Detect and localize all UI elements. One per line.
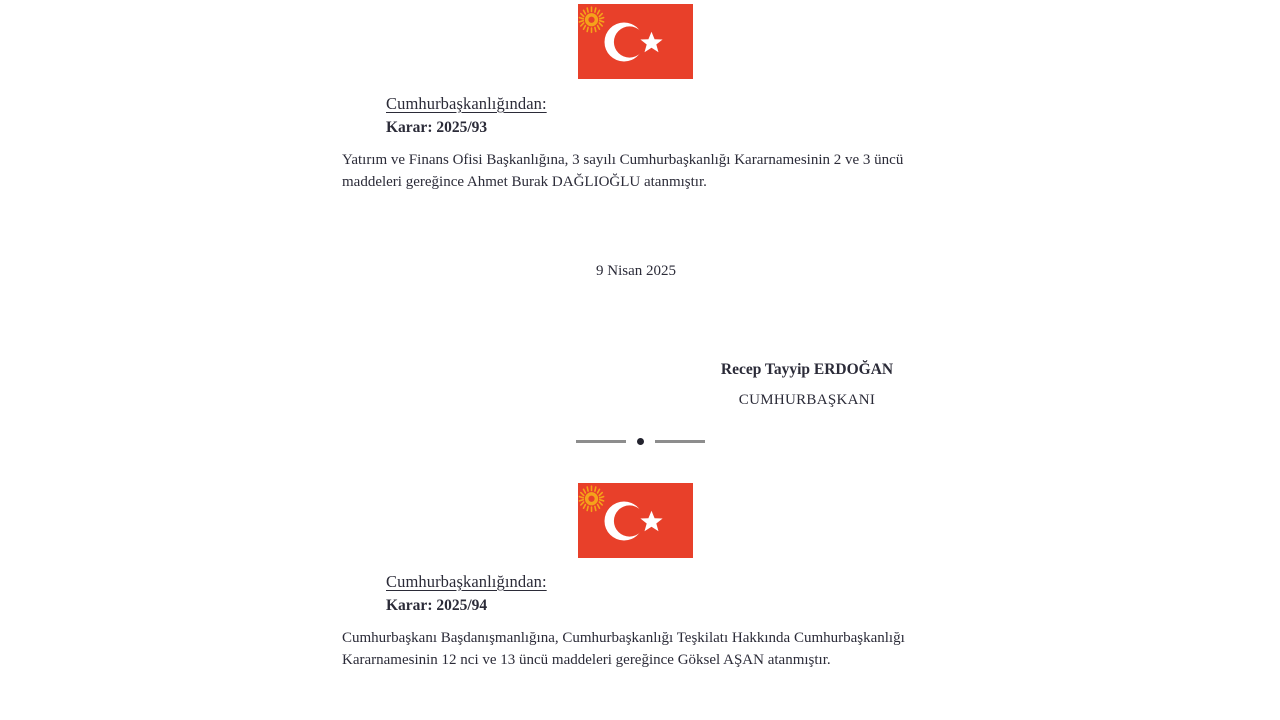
turkish-flag-2 <box>578 483 693 558</box>
decree-body-1 <box>342 150 930 194</box>
signature-block-1 <box>676 360 938 410</box>
section-divider <box>0 434 1280 448</box>
decree-date-1: 9 Nisan 2025 <box>596 263 676 279</box>
signatory-title: CUMHURBAŞKANI <box>738 391 876 408</box>
divider-dot <box>637 438 644 445</box>
turkish-flag-icon <box>578 4 693 79</box>
decree-heading-2: Cumhurbaşkanlığından: <box>386 572 547 591</box>
decree-heading-1: Cumhurbaşkanlığından: <box>386 94 547 113</box>
decree-body-2 <box>342 628 930 672</box>
turkish-flag-1 <box>578 4 693 79</box>
decree-body-line: Cumhurbaşkanı Başdanışmanlığına, Cumhurbaşkanlığı Teşkilatı Hakkında Cumhurbaşkanlığı <box>342 630 905 646</box>
decree-body-line: Kararnamesinin 12 nci ve 13 üncü maddeleri gereğince Göksel AŞAN atanmıştır. <box>342 651 831 668</box>
decree-number-1: Karar: 2025/93 <box>386 119 488 136</box>
decree-number-2: Karar: 2025/94 <box>386 597 488 614</box>
decree-body-line: Yatırım ve Finans Ofisi Başkanlığına, 3 sayılı Cumhurbaşkanlığı Kararnamesinin 2 ve 3 üncü <box>342 152 904 168</box>
divider-rule-left <box>576 440 626 443</box>
decree-body-line: maddeleri gereğince Ahmet Burak DAĞLIOĞLU atanmıştır. <box>342 173 707 190</box>
divider-rule-right <box>655 440 705 443</box>
turkish-flag-icon <box>578 483 693 558</box>
signatory-name: Recep Tayyip ERDOĞAN <box>720 361 894 378</box>
